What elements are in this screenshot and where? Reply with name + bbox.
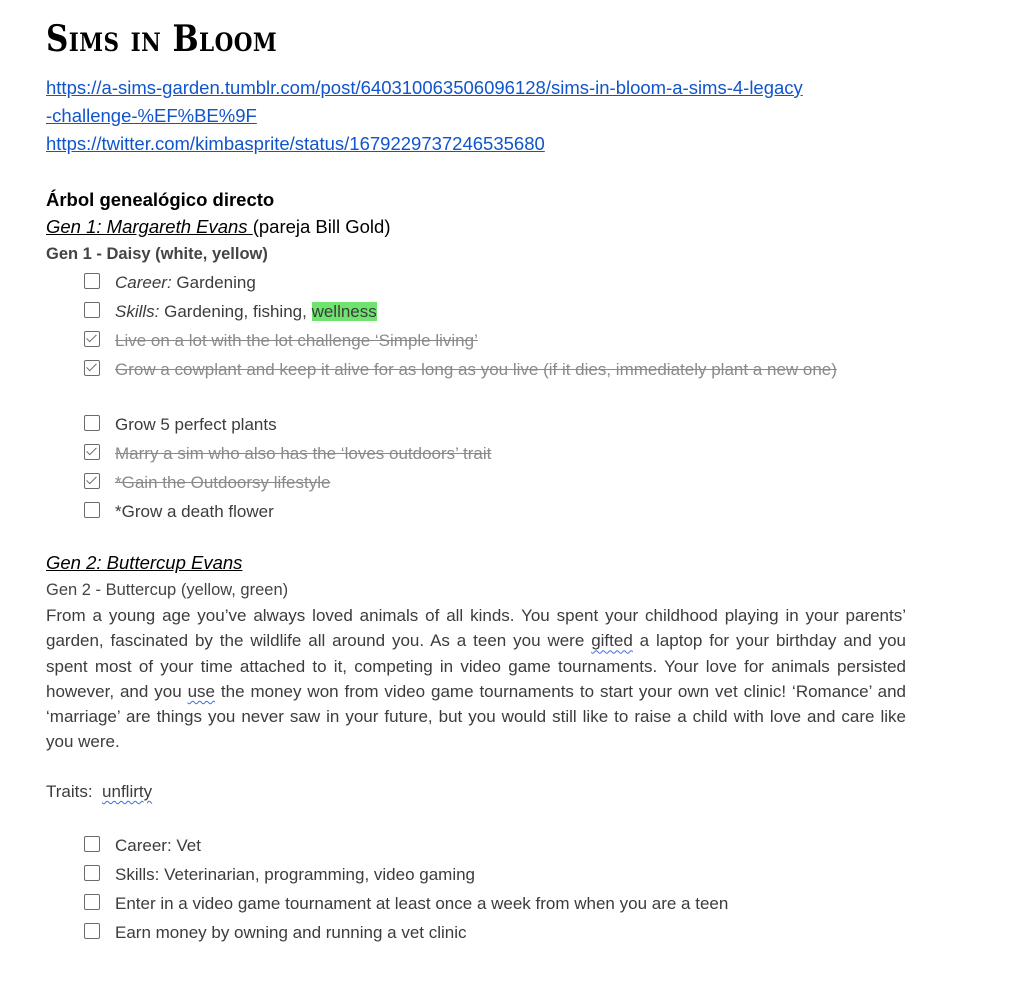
skills-value: Gardening, fishing, [159,302,312,321]
item-text: *Gain the Outdoorsy lifestyle [115,473,331,492]
tumblr-link-line2[interactable]: -challenge-%EF%BE%9F [46,105,257,126]
gen1-item-perfect-plants [84,412,914,437]
gen1-subheading: Gen 1 - Daisy (white, yellow) [46,245,268,263]
career-label: Career: [115,273,172,292]
checkbox[interactable] [84,415,100,431]
twitter-link[interactable]: https://twitter.com/kimbasprite/status/1679229737246535680 [46,133,545,154]
checkbox[interactable] [84,836,100,852]
checkbox[interactable] [84,302,100,318]
gen1-skills-item [84,299,914,324]
gen2-heading-link[interactable]: Gen 2: Buttercup Evans [46,552,243,573]
item-text: Grow a cowplant and keep it alive for as long as you live (if it dies, immediately plant a new one) [115,360,837,379]
checkbox[interactable] [84,502,100,518]
para-part: the money won from video game tournaments to start your own vet clinic! ‘Romance’ and ‘marriage’ are things you never saw in your future, but you would still like to raise a child with love and care like you were. [46,681,907,752]
item-text: Career: Vet [115,836,201,855]
checkbox[interactable] [84,865,100,881]
tumblr-link-line1[interactable]: https://a-sims-garden.tumblr.com/post/640310063506096128/sims-in-bloom-a-sims-4-legacy [46,77,803,98]
gen2-subheading: Gen 2 - Buttercup (yellow, green) [46,581,289,599]
gen1-item-marry [84,441,914,466]
gen2-description [46,603,906,755]
gen1-item-death-flower [84,499,914,524]
gen1-partner: (pareja Bill Gold) [252,216,391,237]
gen2-item-career [84,833,914,858]
checkbox-checked[interactable] [84,360,100,376]
gen1-heading [46,216,390,238]
document-title: Sims in Bloom [46,18,278,60]
gen2-item-skills [84,862,914,887]
item-text: *Grow a death flower [115,502,274,521]
checkbox[interactable] [84,894,100,910]
para-part: From a young age you’ve always loved animals of all kinds. You spent your childhood playing in your parents’ garden, fascinated by the wildlife all around you. As a teen you were [46,606,906,651]
checkbox-checked[interactable] [84,473,100,489]
item-text: Marry a sim who also has the ‘loves outdoors’ trait [115,444,492,463]
spellcheck-word[interactable]: use [187,681,215,701]
gen2-traits [46,781,152,803]
skills-label: Skills: [115,302,160,321]
checkbox[interactable] [84,923,100,939]
checkbox[interactable] [84,273,100,289]
gen1-heading-link[interactable]: Gen 1: Margareth Evans [46,216,253,237]
skills-highlight: wellness [311,302,377,321]
checkbox-checked[interactable] [84,444,100,460]
spellcheck-word[interactable]: gifted [591,631,633,651]
gen1-career-item [84,270,914,295]
gen1-item-outdoorsy [84,470,914,495]
item-text: Skills: Veterinarian, programming, video gaming [115,865,476,884]
gen2-heading [46,552,242,574]
item-text: Grow 5 perfect plants [115,415,277,434]
gen2-item-vet-clinic [84,920,914,945]
para-part: a laptop for your birthday and you spent most of your time attached to it, competing in video game tournaments. Your love for animals persisted however, and you [46,631,906,701]
item-text: Live on a lot with the lot challenge ‘Simple living’ [115,331,478,350]
traits-value[interactable]: unflirty [102,782,153,801]
item-text: Enter in a video game tournament at least once a week from when you are a teen [115,894,729,913]
gen2-item-tournament [84,891,914,916]
gen1-item-lot-challenge [84,328,914,353]
gen1-item-cowplant [84,357,914,382]
career-value: Gardening [171,273,256,292]
checkbox-checked[interactable] [84,331,100,347]
item-text: Earn money by owning and running a vet clinic [115,923,467,942]
traits-label: Traits: [46,782,103,801]
family-tree-heading: Árbol genealógico directo [46,189,275,210]
